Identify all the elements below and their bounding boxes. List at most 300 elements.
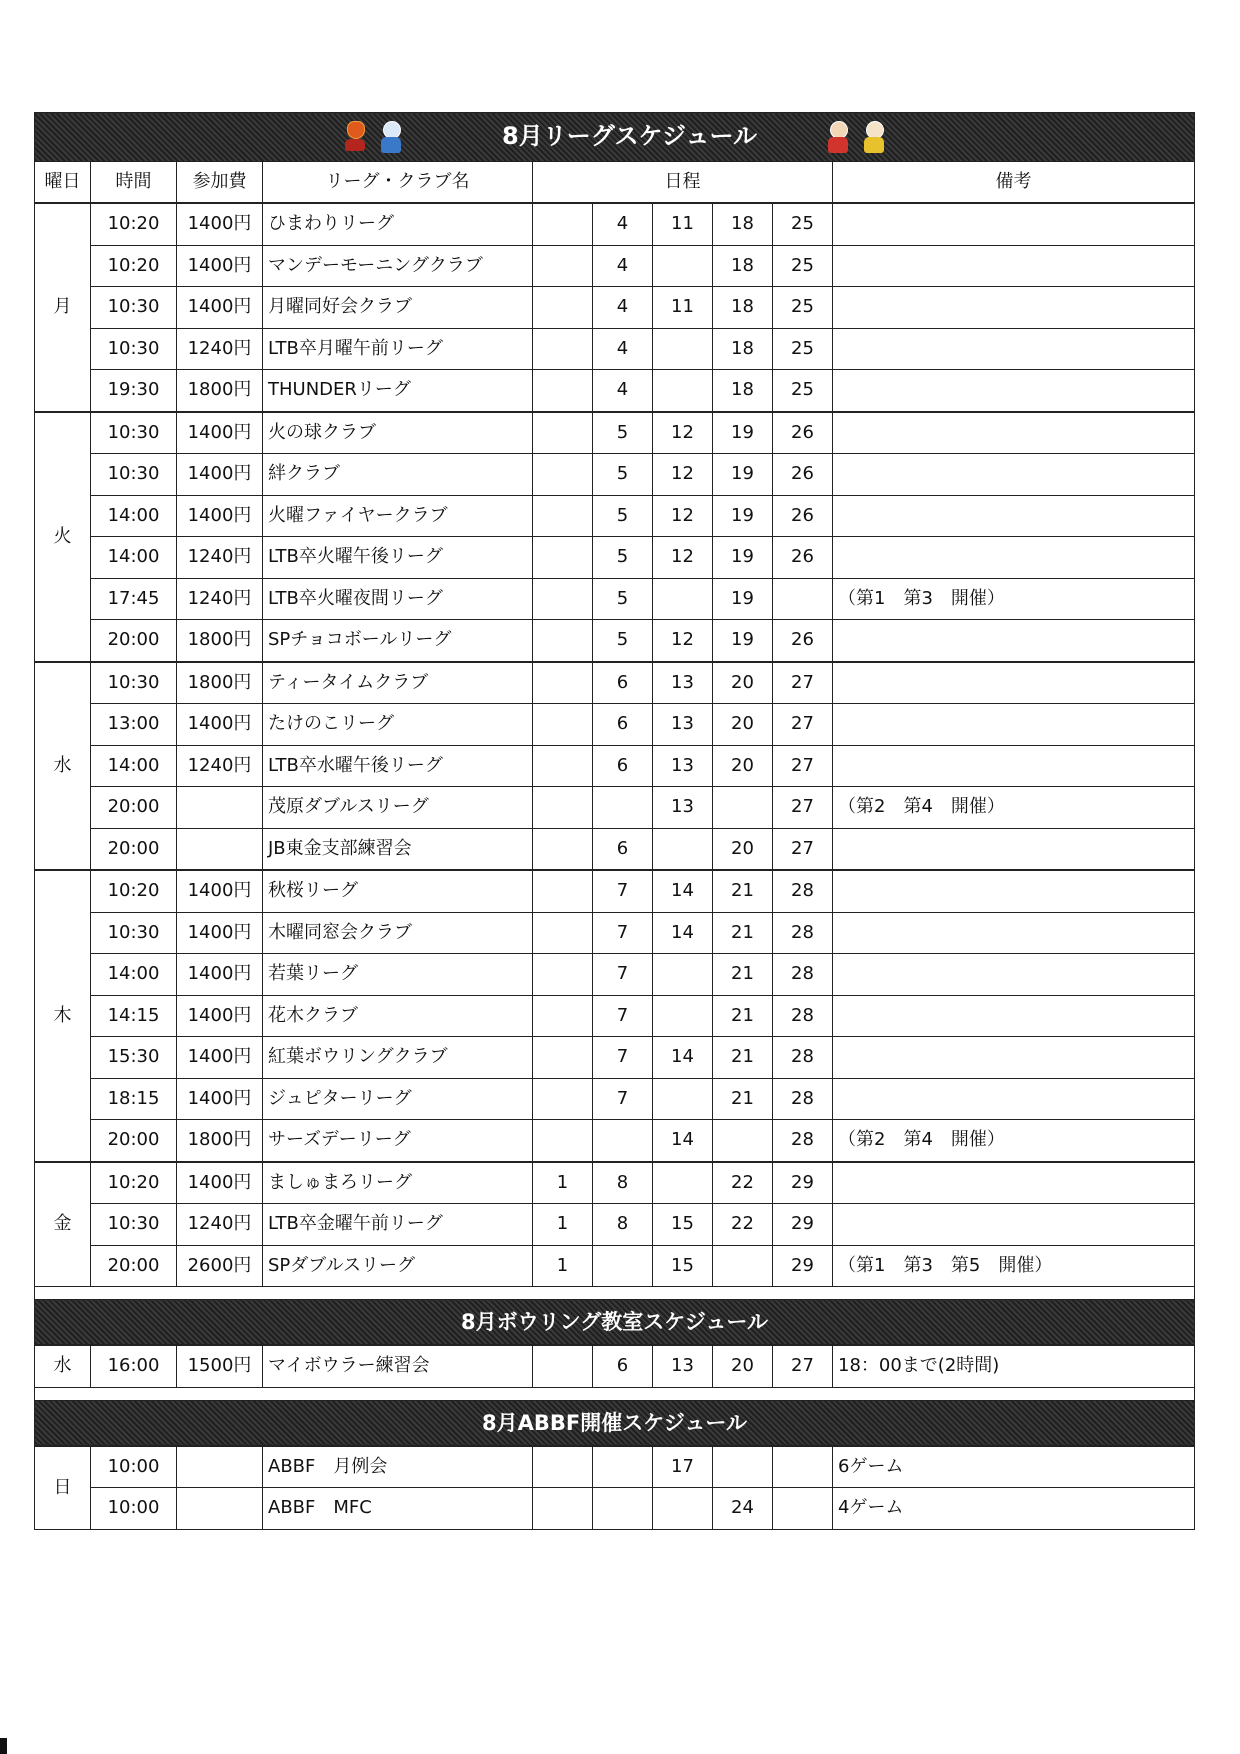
header-fee: 参加費: [177, 162, 263, 204]
date-cell: 19: [713, 412, 773, 454]
fee-cell: 1400円: [177, 954, 263, 996]
date-cell: [533, 412, 593, 454]
date-cell: 19: [713, 495, 773, 537]
date-cell: 13: [653, 787, 713, 829]
name-cell: SPダブルスリーグ: [263, 1245, 533, 1287]
date-cell: [533, 1488, 593, 1530]
date-cell: [533, 454, 593, 496]
date-cell: 27: [773, 745, 833, 787]
schedule-row: [35, 1488, 1195, 1530]
yellow-mascot-icon: [861, 119, 887, 155]
date-cell: 11: [653, 203, 713, 245]
date-cell: [653, 995, 713, 1037]
date-cell: [533, 1345, 593, 1387]
scan-edge-mark: [0, 1738, 7, 1754]
name-cell: マンデーモーニングクラブ: [263, 245, 533, 287]
date-cell: [533, 1078, 593, 1120]
schedule-row: [35, 454, 1195, 496]
header-row: [35, 162, 1195, 204]
date-cell: 4: [593, 328, 653, 370]
date-cell: 28: [773, 1037, 833, 1079]
name-cell: ABBF 月例会: [263, 1446, 533, 1488]
schedule-row: [35, 328, 1195, 370]
schedule-row: [35, 287, 1195, 329]
name-cell: 月曜同好会クラブ: [263, 287, 533, 329]
date-cell: 18: [713, 203, 773, 245]
date-cell: 28: [773, 912, 833, 954]
schedule-body: [35, 113, 1195, 1530]
abbf-title-row: [35, 1400, 1195, 1446]
date-cell: [593, 1488, 653, 1530]
name-cell: SPチョコボールリーグ: [263, 620, 533, 662]
note-cell: [833, 995, 1195, 1037]
date-cell: [593, 1120, 653, 1162]
note-cell: [833, 620, 1195, 662]
date-cell: 18: [713, 328, 773, 370]
date-cell: 5: [593, 412, 653, 454]
date-cell: 24: [713, 1488, 773, 1530]
schedule-row: [35, 1120, 1195, 1162]
time-cell: 14:15: [91, 995, 177, 1037]
date-cell: [533, 787, 593, 829]
note-cell: [833, 1078, 1195, 1120]
note-cell: [833, 662, 1195, 704]
fee-cell: [177, 787, 263, 829]
date-cell: [653, 578, 713, 620]
date-cell: 1: [533, 1162, 593, 1204]
time-cell: 14:00: [91, 745, 177, 787]
date-cell: 21: [713, 995, 773, 1037]
date-cell: 21: [713, 1037, 773, 1079]
fee-cell: 1400円: [177, 995, 263, 1037]
schedule-row: [35, 1245, 1195, 1287]
abbf-title: 8月ABBF開催スケジュール: [35, 1400, 1195, 1446]
date-cell: 12: [653, 412, 713, 454]
date-cell: [653, 828, 713, 870]
name-cell: 若葉リーグ: [263, 954, 533, 996]
date-cell: 28: [773, 995, 833, 1037]
right-mascots: [825, 119, 887, 155]
date-cell: 26: [773, 620, 833, 662]
header-time: 時間: [91, 162, 177, 204]
date-cell: 4: [593, 203, 653, 245]
date-cell: [593, 1446, 653, 1488]
note-cell: [833, 537, 1195, 579]
name-cell: JB東金支部練習会: [263, 828, 533, 870]
time-cell: 17:45: [91, 578, 177, 620]
date-cell: 26: [773, 495, 833, 537]
left-mascots: [342, 119, 404, 155]
red-mascot-icon: [825, 119, 851, 155]
day-cell: 水: [35, 662, 91, 871]
note-cell: [833, 412, 1195, 454]
schedule-row: [35, 828, 1195, 870]
date-cell: [533, 287, 593, 329]
date-cell: 19: [713, 454, 773, 496]
schedule-row: [35, 495, 1195, 537]
fee-cell: [177, 1488, 263, 1530]
date-cell: 12: [653, 454, 713, 496]
fee-cell: 1400円: [177, 287, 263, 329]
date-cell: [533, 1120, 593, 1162]
date-cell: 6: [593, 745, 653, 787]
date-cell: 14: [653, 912, 713, 954]
date-cell: [653, 328, 713, 370]
date-cell: 1: [533, 1245, 593, 1287]
time-cell: 10:20: [91, 1162, 177, 1204]
schedule-row: [35, 954, 1195, 996]
section-gap-cell: [35, 1387, 1195, 1400]
section-gap-cell: [35, 1287, 1195, 1300]
date-cell: 13: [653, 704, 713, 746]
schedule-row: [35, 995, 1195, 1037]
date-cell: 21: [713, 954, 773, 996]
name-cell: 絆クラブ: [263, 454, 533, 496]
day-cell: 月: [35, 203, 91, 412]
time-cell: 19:30: [91, 370, 177, 412]
note-cell: （第1 第3 第5 開催）: [833, 1245, 1195, 1287]
name-cell: ひまわりリーグ: [263, 203, 533, 245]
league-title: 8月リーグスケジュール: [502, 122, 758, 150]
date-cell: [533, 954, 593, 996]
name-cell: ましゅまろリーグ: [263, 1162, 533, 1204]
date-cell: 7: [593, 1078, 653, 1120]
date-cell: 25: [773, 287, 833, 329]
date-cell: 28: [773, 870, 833, 912]
note-cell: [833, 870, 1195, 912]
day-cell: 木: [35, 870, 91, 1162]
time-cell: 10:30: [91, 287, 177, 329]
date-cell: 21: [713, 912, 773, 954]
date-cell: 8: [593, 1204, 653, 1246]
time-cell: 20:00: [91, 787, 177, 829]
date-cell: 13: [653, 1345, 713, 1387]
date-cell: 4: [593, 245, 653, 287]
class-title: 8月ボウリング教室スケジュール: [35, 1300, 1195, 1346]
date-cell: [713, 1120, 773, 1162]
fee-cell: 1400円: [177, 203, 263, 245]
time-cell: 20:00: [91, 828, 177, 870]
name-cell: ジュピターリーグ: [263, 1078, 533, 1120]
date-cell: [773, 578, 833, 620]
time-cell: 10:20: [91, 203, 177, 245]
class-title-row: [35, 1300, 1195, 1346]
schedule-row: [35, 245, 1195, 287]
league-title-row: [35, 113, 1195, 162]
header-notes: 備考: [833, 162, 1195, 204]
name-cell: たけのこリーグ: [263, 704, 533, 746]
fee-cell: 1240円: [177, 578, 263, 620]
fee-cell: 1400円: [177, 1078, 263, 1120]
date-cell: [533, 203, 593, 245]
fee-cell: 1800円: [177, 662, 263, 704]
date-cell: [653, 245, 713, 287]
fee-cell: 1800円: [177, 620, 263, 662]
date-cell: 7: [593, 954, 653, 996]
date-cell: 20: [713, 704, 773, 746]
date-cell: 6: [593, 704, 653, 746]
note-cell: [833, 1162, 1195, 1204]
fee-cell: 1800円: [177, 1120, 263, 1162]
date-cell: 7: [593, 870, 653, 912]
name-cell: THUNDERリーグ: [263, 370, 533, 412]
note-cell: （第2 第4 開催）: [833, 1120, 1195, 1162]
date-cell: 15: [653, 1245, 713, 1287]
header-day: 曜日: [35, 162, 91, 204]
note-cell: [833, 245, 1195, 287]
date-cell: 26: [773, 412, 833, 454]
fee-cell: 1400円: [177, 912, 263, 954]
header-dates: 日程: [533, 162, 833, 204]
name-cell: 秋桜リーグ: [263, 870, 533, 912]
note-cell: [833, 954, 1195, 996]
schedule-row: [35, 745, 1195, 787]
date-cell: [713, 1446, 773, 1488]
schedule-row: [35, 412, 1195, 454]
date-cell: 6: [593, 1345, 653, 1387]
note-cell: [833, 328, 1195, 370]
schedule-row: [35, 870, 1195, 912]
date-cell: 19: [713, 620, 773, 662]
name-cell: LTB卒水曜午後リーグ: [263, 745, 533, 787]
date-cell: 14: [653, 870, 713, 912]
date-cell: 17: [653, 1446, 713, 1488]
time-cell: 10:30: [91, 1204, 177, 1246]
schedule-row: [35, 1204, 1195, 1246]
day-cell: 金: [35, 1162, 91, 1287]
name-cell: 木曜同窓会クラブ: [263, 912, 533, 954]
date-cell: 20: [713, 828, 773, 870]
date-cell: [653, 954, 713, 996]
date-cell: [533, 578, 593, 620]
date-cell: [713, 787, 773, 829]
date-cell: 25: [773, 370, 833, 412]
date-cell: [533, 1037, 593, 1079]
date-cell: 5: [593, 620, 653, 662]
date-cell: 27: [773, 662, 833, 704]
date-cell: 22: [713, 1162, 773, 1204]
date-cell: 5: [593, 537, 653, 579]
name-cell: LTB卒月曜午前リーグ: [263, 328, 533, 370]
note-cell: [833, 495, 1195, 537]
name-cell: 紅葉ボウリングクラブ: [263, 1037, 533, 1079]
date-cell: [653, 1488, 713, 1530]
date-cell: [653, 1078, 713, 1120]
date-cell: 18: [713, 370, 773, 412]
schedule-row: [35, 662, 1195, 704]
date-cell: 28: [773, 1078, 833, 1120]
date-cell: [533, 662, 593, 704]
time-cell: 14:00: [91, 495, 177, 537]
date-cell: [533, 704, 593, 746]
fee-cell: 1240円: [177, 745, 263, 787]
time-cell: 10:00: [91, 1446, 177, 1488]
section-gap: [35, 1387, 1195, 1400]
date-cell: [533, 328, 593, 370]
date-cell: [533, 828, 593, 870]
note-cell: [833, 287, 1195, 329]
fee-cell: 1500円: [177, 1345, 263, 1387]
date-cell: 29: [773, 1204, 833, 1246]
schedule-table: [34, 112, 1195, 1530]
note-cell: （第2 第4 開催）: [833, 787, 1195, 829]
fee-cell: 1240円: [177, 537, 263, 579]
date-cell: 26: [773, 454, 833, 496]
date-cell: [653, 370, 713, 412]
date-cell: 29: [773, 1162, 833, 1204]
note-cell: [833, 1204, 1195, 1246]
date-cell: 4: [593, 287, 653, 329]
date-cell: 28: [773, 954, 833, 996]
schedule-row: [35, 620, 1195, 662]
note-cell: 6ゲーム: [833, 1446, 1195, 1488]
date-cell: 19: [713, 537, 773, 579]
date-cell: 25: [773, 328, 833, 370]
date-cell: [773, 1488, 833, 1530]
time-cell: 10:00: [91, 1488, 177, 1530]
note-cell: 4ゲーム: [833, 1488, 1195, 1530]
note-cell: [833, 912, 1195, 954]
date-cell: 12: [653, 495, 713, 537]
date-cell: 20: [713, 745, 773, 787]
schedule-row: [35, 203, 1195, 245]
time-cell: 13:00: [91, 704, 177, 746]
date-cell: 6: [593, 662, 653, 704]
date-cell: 27: [773, 704, 833, 746]
fee-cell: 1400円: [177, 245, 263, 287]
fee-cell: 1400円: [177, 1162, 263, 1204]
fee-cell: [177, 828, 263, 870]
note-cell: 18：00まで(2時間): [833, 1345, 1195, 1387]
date-cell: 25: [773, 245, 833, 287]
header-name: リーグ・クラブ名: [263, 162, 533, 204]
time-cell: 16:00: [91, 1345, 177, 1387]
schedule-row: [35, 787, 1195, 829]
date-cell: [653, 1162, 713, 1204]
date-cell: 27: [773, 828, 833, 870]
date-cell: 20: [713, 1345, 773, 1387]
name-cell: LTB卒金曜午前リーグ: [263, 1204, 533, 1246]
fee-cell: 1400円: [177, 704, 263, 746]
name-cell: サーズデーリーグ: [263, 1120, 533, 1162]
schedule-row: [35, 1037, 1195, 1079]
date-cell: 26: [773, 537, 833, 579]
note-cell: [833, 370, 1195, 412]
date-cell: [713, 1245, 773, 1287]
time-cell: 10:30: [91, 662, 177, 704]
section-gap: [35, 1287, 1195, 1300]
name-cell: 火曜ファイヤークラブ: [263, 495, 533, 537]
date-cell: 5: [593, 578, 653, 620]
time-cell: 14:00: [91, 954, 177, 996]
fee-cell: 1400円: [177, 495, 263, 537]
date-cell: 19: [713, 578, 773, 620]
fee-cell: 1400円: [177, 454, 263, 496]
date-cell: 5: [593, 495, 653, 537]
name-cell: ABBF MFC: [263, 1488, 533, 1530]
date-cell: 11: [653, 287, 713, 329]
date-cell: [533, 495, 593, 537]
time-cell: 10:30: [91, 454, 177, 496]
date-cell: 5: [593, 454, 653, 496]
name-cell: ティータイムクラブ: [263, 662, 533, 704]
time-cell: 20:00: [91, 620, 177, 662]
schedule-row: [35, 912, 1195, 954]
fee-cell: [177, 1446, 263, 1488]
date-cell: 12: [653, 620, 713, 662]
note-cell: [833, 828, 1195, 870]
date-cell: 8: [593, 1162, 653, 1204]
time-cell: 10:30: [91, 912, 177, 954]
time-cell: 10:20: [91, 245, 177, 287]
date-cell: 4: [593, 370, 653, 412]
date-cell: 6: [593, 828, 653, 870]
date-cell: [533, 245, 593, 287]
fee-cell: 1800円: [177, 370, 263, 412]
date-cell: 7: [593, 1037, 653, 1079]
date-cell: 21: [713, 1078, 773, 1120]
date-cell: 7: [593, 912, 653, 954]
date-cell: [773, 1446, 833, 1488]
date-cell: [533, 537, 593, 579]
schedule-row: [35, 704, 1195, 746]
note-cell: （第1 第3 開催）: [833, 578, 1195, 620]
date-cell: 7: [593, 995, 653, 1037]
note-cell: [833, 704, 1195, 746]
name-cell: 火の球クラブ: [263, 412, 533, 454]
note-cell: [833, 745, 1195, 787]
time-cell: 18:15: [91, 1078, 177, 1120]
date-cell: 1: [533, 1204, 593, 1246]
schedule-row: [35, 370, 1195, 412]
time-cell: 10:20: [91, 870, 177, 912]
fee-cell: 1400円: [177, 870, 263, 912]
date-cell: 12: [653, 537, 713, 579]
time-cell: 15:30: [91, 1037, 177, 1079]
day-cell: 日: [35, 1446, 91, 1530]
date-cell: 14: [653, 1037, 713, 1079]
date-cell: [593, 787, 653, 829]
date-cell: 27: [773, 1345, 833, 1387]
league-title-cell: [35, 113, 1195, 162]
date-cell: 18: [713, 287, 773, 329]
note-cell: [833, 203, 1195, 245]
date-cell: 27: [773, 787, 833, 829]
date-cell: [533, 620, 593, 662]
time-cell: 10:30: [91, 412, 177, 454]
time-cell: 10:30: [91, 328, 177, 370]
schedule-row: [35, 1446, 1195, 1488]
date-cell: [593, 1245, 653, 1287]
fee-cell: 1400円: [177, 1037, 263, 1079]
note-cell: [833, 1037, 1195, 1079]
blue-mascot-icon: [378, 119, 404, 155]
date-cell: 21: [713, 870, 773, 912]
date-cell: 25: [773, 203, 833, 245]
name-cell: 茂原ダブルスリーグ: [263, 787, 533, 829]
date-cell: [533, 870, 593, 912]
day-cell: 水: [35, 1345, 91, 1387]
date-cell: [533, 995, 593, 1037]
date-cell: 14: [653, 1120, 713, 1162]
schedule-row: [35, 1078, 1195, 1120]
fee-cell: 2600円: [177, 1245, 263, 1287]
date-cell: 13: [653, 662, 713, 704]
date-cell: [533, 370, 593, 412]
time-cell: 14:00: [91, 537, 177, 579]
name-cell: LTB卒火曜午後リーグ: [263, 537, 533, 579]
date-cell: [533, 1446, 593, 1488]
